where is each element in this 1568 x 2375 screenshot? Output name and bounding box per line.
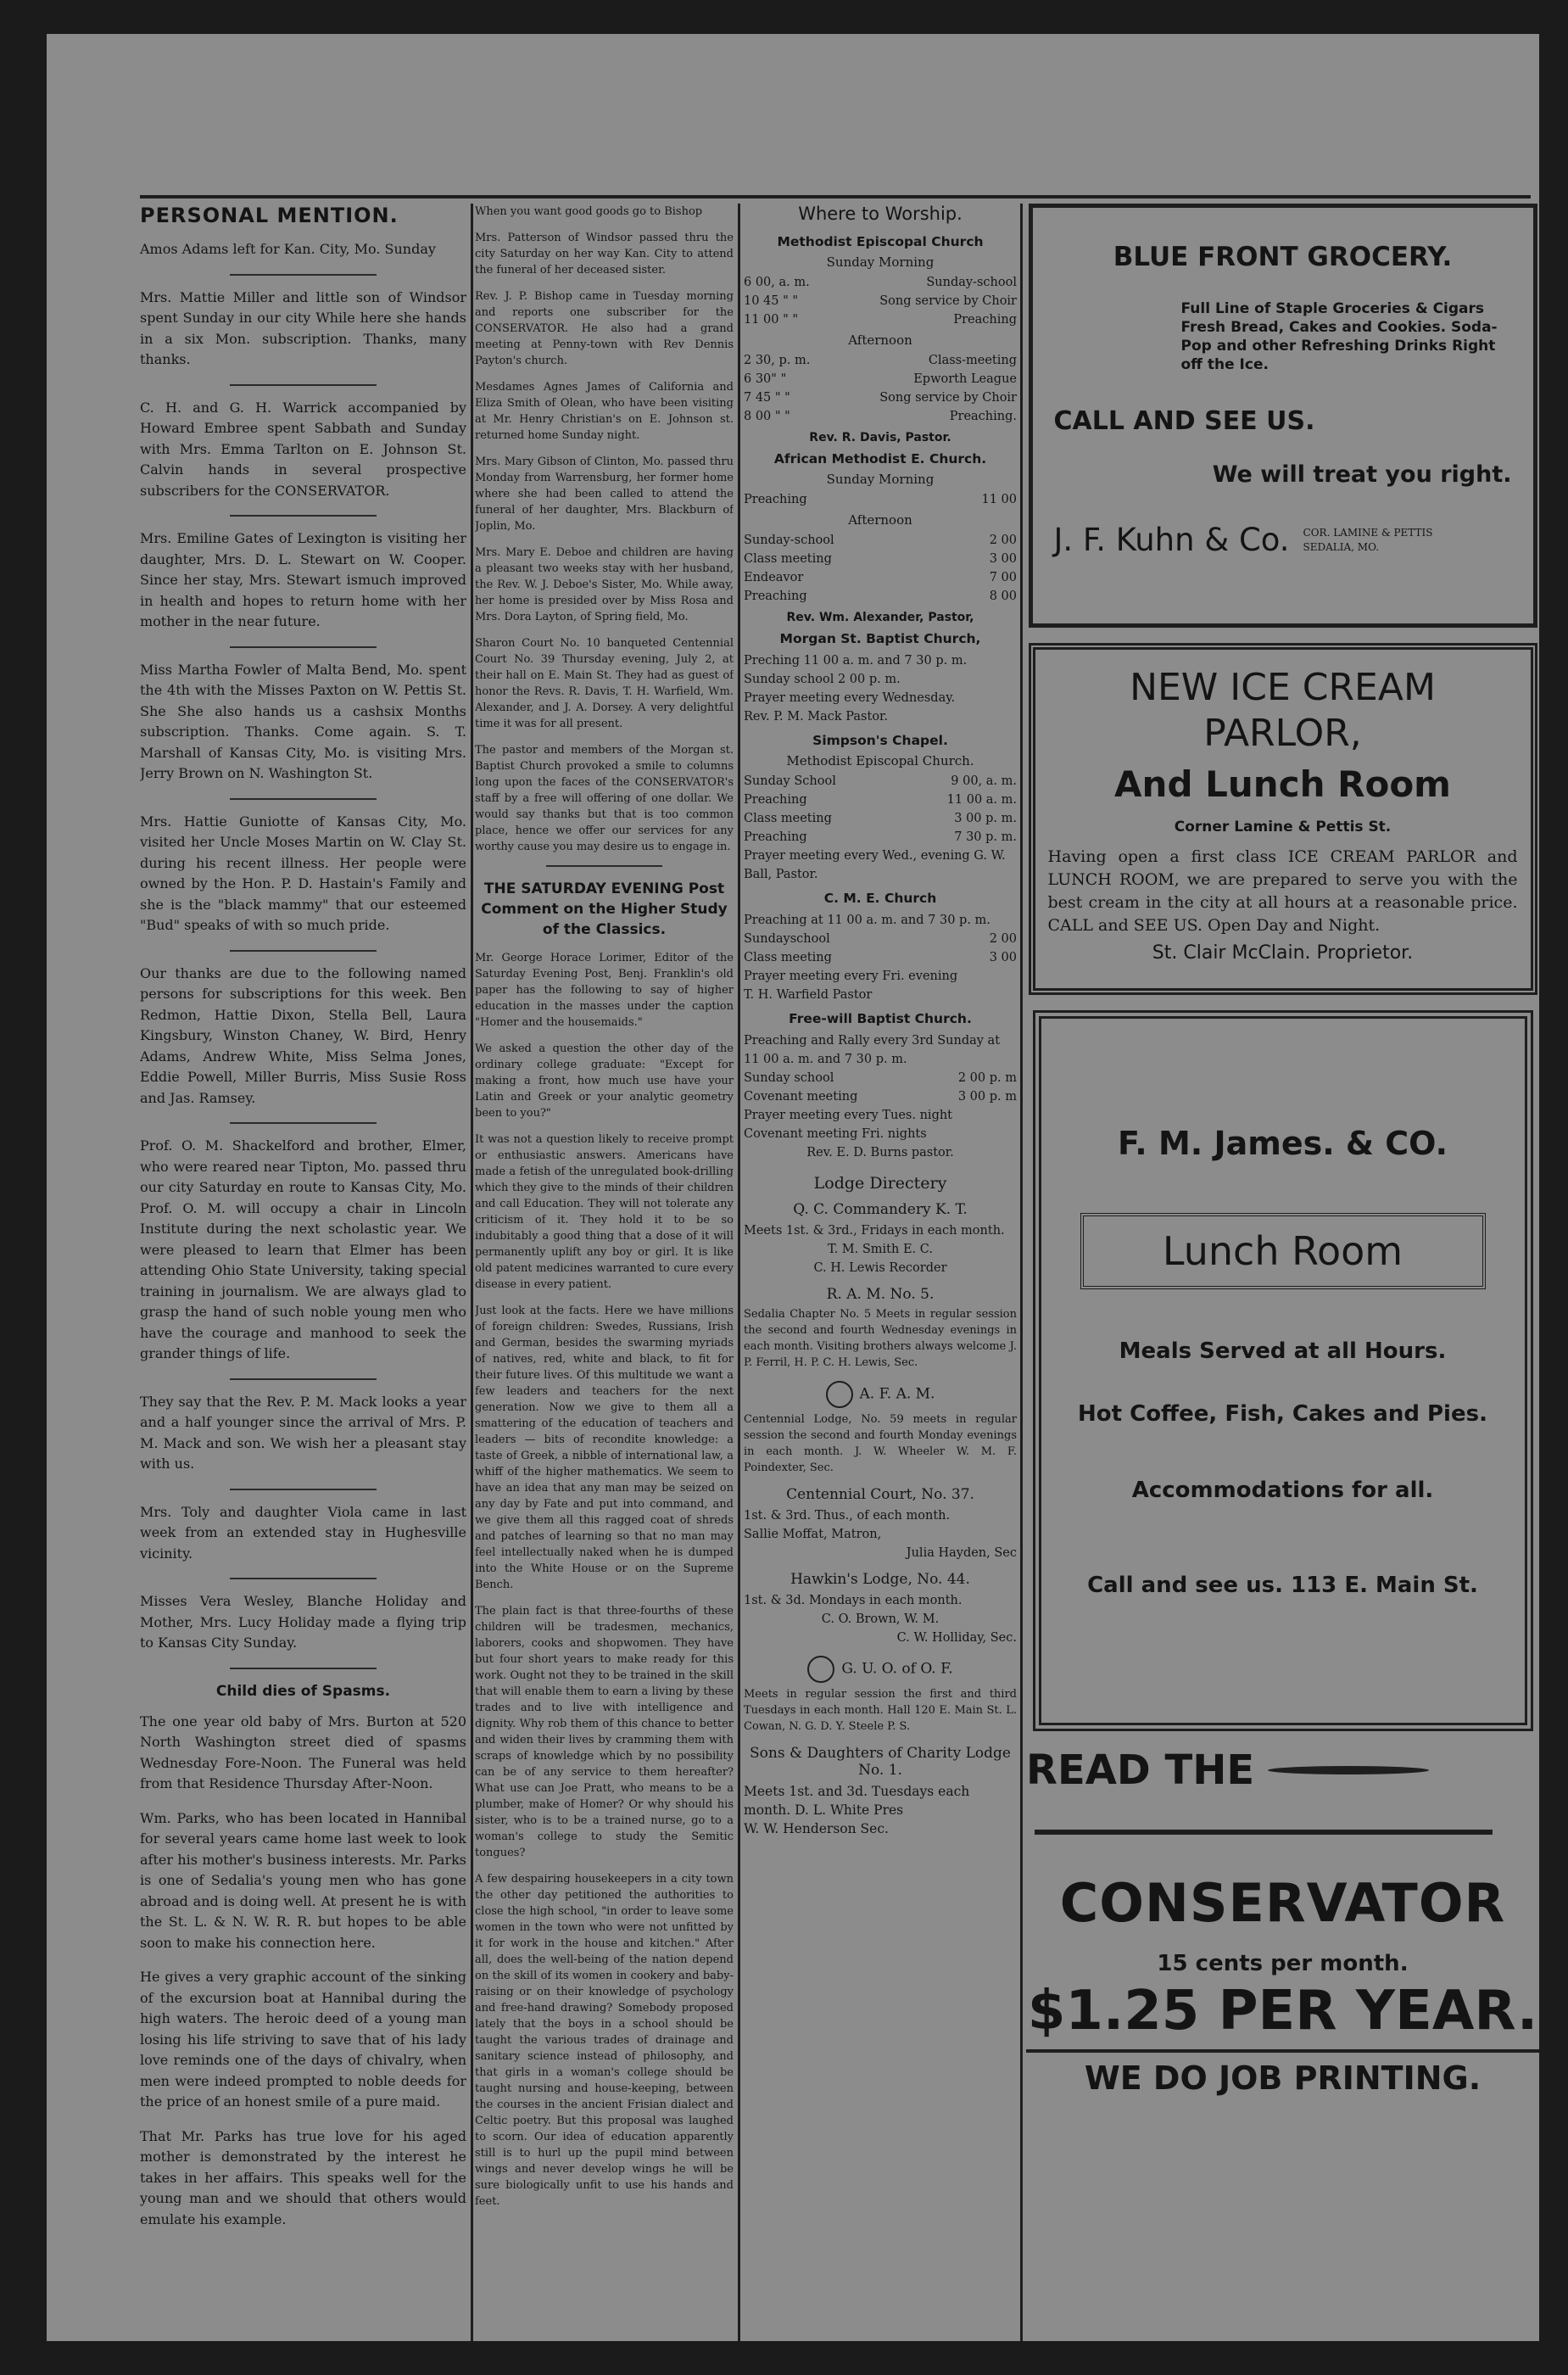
spasms-heading: Child dies of Spasms.: [215, 1682, 391, 1700]
separator: [546, 865, 662, 867]
schedule-label: Covenant meeting: [744, 1090, 858, 1104]
lodge-line: C. O. Brown, W. M.: [821, 1612, 940, 1626]
schedule-row: [744, 292, 1017, 310]
ice-cream-proprietor: St. Clair McClain. Proprietor.: [1152, 942, 1414, 964]
morgan-line: Prayer meeting every Wednesday.: [744, 691, 956, 705]
james-coffee: Hot Coffee, Fish, Cakes and Pies.: [1078, 1401, 1487, 1427]
grocery-call: CALL AND SEE US.: [1053, 406, 1315, 436]
schedule-row: [744, 587, 1017, 606]
worship-column: [744, 204, 1017, 1838]
swash-ornament: [1268, 1766, 1429, 1774]
lodge-line: 1st. & 3d. Mondays in each month.: [744, 1594, 963, 1607]
ice-cream-text: Having open a first class ICE CREAM PARLOR and LUNCH ROOM, we are prepared to serve you with the best cream in the city at all hours at a reasonable price. CALL and SEE US. Open Day and Night.: [1047, 847, 1518, 935]
cme-line: Preaching at 11 00 a. m. and 7 30 p. m.: [744, 914, 990, 927]
read-the: READ THE: [1026, 1746, 1255, 1794]
column-rule: [1020, 204, 1023, 2341]
article-paragraph: Mr. George Horace Lorimer, Editor of the Saturday Evening Post, Benj. Franklin's old paper has the following to say of higher education in the masses under the caption "Homer and the housemaids.": [475, 952, 734, 1029]
personal-item: Our thanks are due to the following named persons for subscriptions for this week. Ben Redmon, Hattie Dixon, Stella Bell, Laura Kingsbury, Winston Chaney, W. Bird, Henry Adams, Andrew White, Miss Selma Jones, Eddie Powell, Miller Burris, Miss Susie Ross and Jas. Ramsey.: [140, 964, 466, 1106]
james-call: Call and see us. 113 E. Main St.: [1087, 1573, 1478, 1598]
separator: [230, 950, 377, 952]
top-rule: [140, 195, 1531, 198]
schedule-value: 2 00: [989, 534, 1017, 547]
lunch-room-label: Lunch Room: [1162, 1228, 1403, 1274]
personal-item: Mrs. Mattie Miller and little son of Windsor spent Sunday in our city While here she hands in a six Mon. subscription. Thanks, many thanks.: [140, 288, 466, 367]
simpson-schedule: [744, 772, 1017, 847]
morgan-line: Preching 11 00 a. m. and 7 30 p. m.: [744, 654, 968, 668]
qc-commandery-name: Q. C. Commandery K. T.: [793, 1201, 968, 1218]
personal-item: Amos Adams left for Kan. City, Mo. Sunday: [140, 241, 436, 257]
personal-item: Miss Martha Fowler of Malta Bend, Mo. spent the 4th with the Misses Paxton on W. Pettis St. She She also hands us a cashsix Months subscription. Thanks. Come again. S. T. Marshall of Kansas City, Mo. is visiting Mrs. Jerry Brown on N. Washington St.: [140, 661, 466, 781]
local-news-item: Mrs. Mary Gibson of Clinton, Mo. passed thru Monday from Warrensburg, her former home where she had been called to attend the funeral of her daughter, Mrs. Blackburn of Joplin, Mo.: [475, 455, 734, 533]
personal-item: Mrs. Toly and daughter Viola came in last week from an extended stay in Hughesville vicinity.: [140, 1503, 466, 1562]
personal-item: Mrs. Emiline Gates of Lexington is visiting her daughter, Mrs. D. L. Stewart on W. Cooper. Since her stay, Mrs. Stewart ismuch improved in health and hopes to return home with her mother in the near future.: [140, 530, 466, 629]
service-heading: Sunday Morning: [826, 472, 935, 487]
local-news-item: Rev. J. P. Bishop came in Tuesday morning and reports one subscriber for the CONSERVATOR. He also had a grand meeting at Penny-town with Rev Dennis Payton's church.: [475, 290, 734, 367]
grocery-description: Full Line of Staple Groceries & Cigars Fresh Bread, Cakes and Cookies. Soda-Pop and other Refreshing Drinks Right off the Ice.: [1180, 300, 1498, 373]
schedule-value: 7 00: [989, 571, 1017, 584]
schedule-value: Preaching: [953, 313, 1017, 327]
spasms-item: The one year old baby of Mrs. Burton at 520 North Washington street died of spasms Wednesday Fore-Noon. The Funeral was held from that Residence Thursday After-Noon.: [140, 1713, 466, 1791]
schedule-label: 10 45 " ": [744, 294, 799, 308]
afam-text: Centennial Lodge, No. 59 meets in regular session the second and fourth Monday evenings in each month. J. W. Wheeler W. M. F. Poindexter, Sec.: [744, 1413, 1017, 1474]
personal-mention-column: [140, 204, 466, 2244]
separator: [230, 1668, 377, 1669]
blue-front-grocery-ad: [1029, 204, 1537, 628]
lodge-line: Julia Hayden, Sec: [906, 1546, 1017, 1560]
grocery-firm-row: [1054, 522, 1512, 558]
schedule-label: Sunday school: [744, 1071, 834, 1085]
separator: [230, 1122, 377, 1124]
spasms-item: Wm. Parks, who has been located in Hannibal for several years came home last week to look after his mother's business interests. Mr. Parks is one of Sedalia's young men who has gone abroad and is doing well. At present he is with the St. L. & N. W. R. R. but hopes to be able soon to make his connection here.: [140, 1809, 466, 1951]
church-list: [744, 234, 1017, 624]
service-heading: Sunday Morning: [826, 254, 935, 270]
subscription-monthly: 15 cents per month.: [1157, 1951, 1409, 1976]
morgan-line: Sunday school 2 00 p. m.: [744, 673, 901, 686]
newspaper-page: [47, 34, 1539, 2341]
sons-daughters-name: Sons & Daughters of Charity Lodge No. 1.: [750, 1745, 1011, 1779]
separator: [230, 384, 377, 386]
personal-item: They say that the Rev. P. M. Mack looks a year and a half younger since the arrival of Mrs. P. M. Mack and son. We wish her a pleasant stay with us.: [140, 1393, 466, 1472]
freewill-line: Preaching and Rally every 3rd Sunday at 11 00 a. m. and 7 30 p. m.: [744, 1034, 1001, 1066]
lodge-line: C. H. Lewis Recorder: [813, 1261, 947, 1275]
guo-name: [744, 1656, 1017, 1683]
cme-schedule: [744, 930, 1017, 967]
ice-cream-corner: Corner Lamine & Pettis St.: [1174, 819, 1392, 835]
article-body: [475, 950, 734, 2210]
schedule-label: 6 30" ": [744, 372, 787, 386]
schedule-label: Class meeting: [744, 552, 832, 566]
conservator-name: CONSERVATOR: [1059, 1872, 1506, 1934]
church-pastor: Rev. R. Davis, Pastor.: [809, 431, 951, 444]
cme-church-name: C. M. E. Church: [823, 891, 937, 906]
schedule-row: [744, 948, 1017, 967]
ice-cream-title: NEW ICE CREAM: [1130, 666, 1436, 709]
read-row: [1026, 1746, 1539, 1794]
lodge-line: C. W. Holliday, Sec.: [896, 1631, 1017, 1645]
lodge-line: Meets 1st. & 3rd., Fridays in each month.: [744, 1224, 1005, 1238]
freewill-schedule: [744, 1069, 1017, 1106]
schedule-value: 3 00: [989, 951, 1017, 964]
saturday-post-heading: THE SATURDAY EVENING Post Comment on the Higher Study of the Classics.: [481, 880, 728, 938]
advertisement-column: [1026, 204, 1539, 2097]
church-pastor: Rev. Wm. Alexander, Pastor,: [786, 611, 974, 624]
grocery-firm: J. F. Kuhn & Co.: [1053, 522, 1290, 558]
schedule-value: Class-meeting: [928, 354, 1017, 367]
schedule-row: [744, 828, 1017, 847]
article-paragraph: The plain fact is that three-fourths of these children will be tradesmen, mechanics, laborers, cooks and shopwomen. They have but four short years to make ready for this work. Ought not they to be trained in the skill that will enable them to earn a living by these trades and to live with intelligence and dignity. Why rob them of this chance to better and widen their lives by cramming them with scraps of knowledge which by no possibility can be of any service to them hereafter? What use can Joe Pratt, who means to be a plumber, make of Homer? Or why should his sister, who is to be a trained nurse, go to a woman's college to study the Semitic tongues?: [475, 1605, 734, 1859]
morgan-line: Rev. P. M. Mack Pastor.: [744, 710, 888, 724]
lodge-line: Meets 1st. and 3d. Tuesdays each month. D. L. White Pres: [744, 1784, 970, 1818]
service-schedule: [744, 351, 1017, 426]
schedule-value: 3 00 p. m.: [954, 812, 1017, 825]
cme-line: T. H. Warfield Pastor: [744, 988, 873, 1002]
schedule-label: Sundayschool: [744, 932, 830, 946]
schedule-value: Epworth League: [913, 372, 1017, 386]
schedule-row: [744, 370, 1017, 388]
conservator-rule: [1026, 2049, 1539, 2053]
morgan-church-name: Morgan St. Baptist Church,: [779, 631, 981, 646]
schedule-value: 3 00: [989, 552, 1017, 566]
spasms-item: That Mr. Parks has true love for his aged mother is demonstrated by the interest he takes in her affairs. This speaks well for the young man and we should that others would emulate his example.: [140, 2127, 466, 2227]
schedule-label: Preaching: [744, 793, 807, 807]
schedule-row: [744, 809, 1017, 828]
schedule-row: [744, 550, 1017, 568]
schedule-value: 8 00: [989, 590, 1017, 603]
schedule-row: [744, 1087, 1017, 1106]
ram-name: R. A. M. No. 5.: [826, 1286, 935, 1303]
personal-item: Mrs. Hattie Guniotte of Kansas City, Mo. visited her Uncle Moses Martin on W. Clay St. during his recent illness. Her people were owned by the Hon. P. D. Hastain's Family and she is the "black mammy" that our esteemed "Bud" speaks of with so much pride.: [140, 813, 466, 933]
schedule-value: 3 00 p. m: [957, 1090, 1017, 1104]
lodge-line: W. W. Henderson Sec.: [744, 1821, 889, 1836]
column-rule: [738, 204, 740, 2341]
spasms-item: He gives a very graphic account of the sinking of the excursion boat at Hannibal during the high waters. The heroic deed of a young man losing his life striving to save that of his lady love reminds one of the days of chivalry, when men were indeed prompted to noble deeds for the price of an honest smile of a pure maid.: [140, 1969, 466, 2110]
local-news-item: When you want good goods go to Bishop: [475, 205, 703, 218]
separator: [230, 1489, 377, 1490]
schedule-row: [744, 531, 1017, 550]
james-meals: Meals Served at all Hours.: [1119, 1338, 1447, 1364]
grocery-treat: We will treat you right.: [1212, 461, 1512, 488]
masonic-emblem-icon: [826, 1381, 853, 1408]
schedule-row: [744, 791, 1017, 809]
schedule-row: [744, 351, 1017, 370]
guo-text: Meets in regular session the first and third Tuesdays in each month. Hall 120 E. Main St. L. Cowan, N. G. D. Y. Steele P. S.: [744, 1688, 1017, 1733]
afam-label: A. F. A. M.: [859, 1385, 935, 1403]
spasms-items: [140, 1712, 466, 2231]
schedule-value: Song service by Choir: [879, 391, 1017, 405]
ice-cream-title: PARLOR,: [1203, 712, 1362, 755]
church-name: Methodist Episcopal Church: [777, 234, 984, 249]
separator: [230, 274, 377, 276]
schedule-row: [744, 930, 1017, 948]
simpson-sub: Methodist Episcopal Church.: [786, 753, 974, 768]
separator: [230, 1378, 377, 1380]
schedule-value: 2 00: [989, 932, 1017, 946]
lunch-room-box: [1080, 1213, 1486, 1289]
schedule-label: Class meeting: [744, 812, 832, 825]
schedule-label: Preaching: [744, 830, 807, 844]
schedule-value: Preaching.: [949, 410, 1017, 423]
separator: [230, 646, 377, 648]
ice-cream-parlor-ad: [1029, 643, 1537, 995]
afam-name: [744, 1381, 1017, 1408]
subscription-yearly: $1.25 PER YEAR.: [1027, 1980, 1538, 2042]
schedule-row: [744, 310, 1017, 329]
grocery-title: BLUE FRONT GROCERY.: [1113, 242, 1453, 272]
schedule-label: 11 00 " ": [744, 313, 799, 327]
lunch-room-title: And Lunch Room: [1114, 763, 1451, 805]
schedule-row: [744, 273, 1017, 292]
freewill-line: Prayer meeting every Tues. night: [744, 1109, 953, 1122]
article-paragraph: A few despairing housekeepers in a city town the other day petitioned the authorities to close the high school, "in order to leave some women in the town who were not unfitted by it for work in the house and kitchen." After all, does the well-being of the nation depend on the skill of its women in cookery and baby-raising or on their knowledge of psychology and free-hand drawing? Somebody proposed lately that the boys in a school should be taught the various trades of drainage and sanitary science instead of philosophy, and that girls in a woman's college should be taught nursing and house-keeping, between the courses in the ancient Frisian dialect and Celtic poetry. But this proposal was laughed to scorn. Our idea of education apparently still is to hurl up the pupil mind between wings and never develop wings he will be sure biologically unfit to use his hands and feet.: [475, 1873, 734, 2208]
grocery-address: COR. LAMINE & PETTIS SEDALIA, MO.: [1303, 526, 1433, 553]
schedule-value: 7 30 p. m.: [954, 830, 1017, 844]
schedule-label: 8 00 " ": [744, 410, 790, 423]
schedule-label: Sunday School: [744, 774, 836, 788]
service-schedule: [744, 531, 1017, 606]
local-news-column: [475, 204, 734, 2220]
lodge-directory-heading: Lodge Directery: [813, 1174, 947, 1193]
article-paragraph: It was not a question likely to receive prompt or enthusiastic answers. Americans have made a fetish of the unregulated book-drilling which they give to the minds of their children and call Education. They will not tolerate any criticism of it. They hold it to be so indubitably a good thing that a dose of it will permanently uplift any boy or girl. It is like old patent medicines warranted to cure every disease in every patient.: [475, 1133, 734, 1291]
freewill-line: Rev. E. D. Burns pastor.: [806, 1146, 954, 1160]
church-name: African Methodist E. Church.: [773, 451, 987, 467]
james-firm: F. M. James. & CO.: [1117, 1125, 1448, 1162]
guo-label: G. U. O. of O. F.: [841, 1660, 953, 1678]
schedule-value: Sunday-school: [926, 276, 1017, 289]
personal-items: [140, 239, 466, 1654]
schedule-label: Class meeting: [744, 951, 832, 964]
conservator-rule: [1035, 1830, 1493, 1835]
separator: [230, 515, 377, 517]
schedule-row: [744, 407, 1017, 426]
schedule-label: Sunday-school: [744, 534, 834, 547]
separator: [230, 1578, 377, 1579]
schedule-label: Preaching: [744, 493, 807, 506]
schedule-row: [744, 772, 1017, 791]
schedule-label: Endeavor: [744, 571, 804, 584]
local-news-item: Mrs. Patterson of Windsor passed thru the city Saturday on her way Kan. City to attend the funeral of her deceased sister.: [475, 232, 734, 277]
ram-text: Sedalia Chapter No. 5 Meets in regular session the second and fourth Wednesday evenings in each month. Visiting brothers always welcome J. P. Ferril, H. P. C. H. Lewis, Sec.: [744, 1308, 1017, 1369]
hawkins-lodge-name: Hawkin's Lodge, No. 44.: [790, 1571, 970, 1588]
personal-item: Prof. O. M. Shackelford and brother, Elmer, who were reared near Tipton, Mo. passed thru our city Saturday en route to Kansas City, Mo. Prof. O. M. will occupy a chair in Lincoln Institute during the next scholastic year. We were pleased to learn that Elmer has been attending Ohio State University, taking special training in journalism. We are always glad to grasp the hand of such noble young men who have the courage and manhood to seek the grander things of life.: [140, 1137, 466, 1361]
personal-mention-heading: PERSONAL MENTION.: [140, 204, 399, 227]
schedule-row: [744, 490, 1017, 509]
service-schedule: [744, 490, 1017, 509]
schedule-value: Song service by Choir: [879, 294, 1017, 308]
personal-item: Misses Vera Wesley, Blanche Holiday and Mother, Mrs. Lucy Holiday made a flying trip to Kansas City Sunday.: [140, 1593, 466, 1651]
schedule-row: [744, 388, 1017, 407]
freewill-line: Covenant meeting Fri. nights: [744, 1127, 927, 1141]
james-lunch-room-ad: [1033, 1010, 1533, 1731]
lodge-line: 1st. & 3rd. Thus., of each month.: [744, 1509, 951, 1523]
article-paragraph: We asked a question the other day of the ordinary college graduate: "Except for making a front, how much use have your Latin and Greek or your analytic geometry been to you?": [475, 1042, 734, 1120]
schedule-label: 7 45 " ": [744, 391, 790, 405]
odd-fellows-emblem-icon: [807, 1656, 834, 1683]
schedule-value: 9 00, a. m.: [951, 774, 1017, 788]
schedule-label: Preaching: [744, 590, 807, 603]
james-accommodations: Accommodations for all.: [1131, 1478, 1434, 1503]
schedule-label: 6 00, a. m.: [744, 276, 810, 289]
schedule-label: 2 30, p. m.: [744, 354, 811, 367]
article-paragraph: Just look at the facts. Here we have millions of foreign children: Swedes, Russians, Irish and German, besides the swarming myriads of natives, red, white and black, to fit for their future lives. Of this multitude we want a few leaders and teachers for the next generation. Now we give to them all a smattering of the education of teachers and leaders — bits of recondite knowledge: a taste of Greek, a nibble of international law, a whiff of the higher mathematics. We seem to have an idea that any man may be seized on any day by Fate and put into command, and we give them all this ragged coat of shreds and patches of learning so that no man may feel intellectually naked when he is dumped into the White House or on the Supreme Bench.: [475, 1305, 734, 1591]
freewill-church-name: Free-will Baptist Church.: [789, 1011, 972, 1026]
service-schedule: [744, 273, 1017, 329]
local-items: [475, 204, 734, 855]
local-news-item: Mrs. Mary E. Deboe and children are having a pleasant two weeks stay with her husband, the Rev. W. J. Deboe's Sister, Mo. While away, her home is presided over by Miss Rosa and Mrs. Dora Layton, of Spring field, Mo.: [475, 546, 734, 623]
conservator-ad: [1026, 1746, 1539, 2097]
column-rule: [471, 204, 473, 2341]
service-heading: Afternoon: [848, 332, 912, 348]
service-heading: Afternoon: [848, 512, 912, 528]
separator: [230, 798, 377, 800]
cme-line: Prayer meeting every Fri. evening: [744, 970, 958, 983]
local-news-item: Sharon Court No. 10 banqueted Centennial Court No. 39 Thursday evening, July 2, at their hall on E. Main St. They had as guest of honor the Revs. R. Davis, T. H. Warfield, Wm. Alexander, and J. A. Dorsey. A very delightful time it was for all present.: [475, 637, 734, 730]
local-news-item: The pastor and members of the Morgan st. Baptist Church provoked a smile to columns long upon the faces of the CONSERVATOR's staff by a free will offering of one dollar. We would say thanks but that is too common place, hence we offer our services for any worthy cause you may desire us to engage in.: [475, 744, 734, 853]
job-printing: WE DO JOB PRINTING.: [1084, 2059, 1482, 2097]
schedule-value: 11 00 a. m.: [946, 793, 1017, 807]
simpson-chapel-name: Simpson's Chapel.: [812, 733, 948, 748]
worship-heading: Where to Worship.: [798, 204, 963, 224]
centennial-court-name: Centennial Court, No. 37.: [786, 1486, 974, 1503]
lodge-line: T. M. Smith E. C.: [828, 1243, 933, 1256]
local-news-item: Mesdames Agnes James of California and Eliza Smith of Olean, who have been visiting at Mr. Henry Christian's on E. Johnson st. returned home Sunday night.: [475, 381, 734, 442]
schedule-row: [744, 568, 1017, 587]
schedule-value: 2 00 p. m: [957, 1071, 1017, 1085]
lodge-line: Sallie Moffat, Matron,: [744, 1528, 882, 1541]
simpson-line: Prayer meeting every Wed., evening G. W. Ball, Pastor.: [744, 849, 1006, 881]
personal-item: C. H. and G. H. Warrick accompanied by Howard Embree spent Sabbath and Sunday with Mrs. Emma Tarlton on E. Johnson St. Calvin hands in several prospective subscribers for the CONSERVATOR.: [140, 399, 466, 499]
schedule-row: [744, 1069, 1017, 1087]
schedule-value: 11 00: [981, 493, 1017, 506]
